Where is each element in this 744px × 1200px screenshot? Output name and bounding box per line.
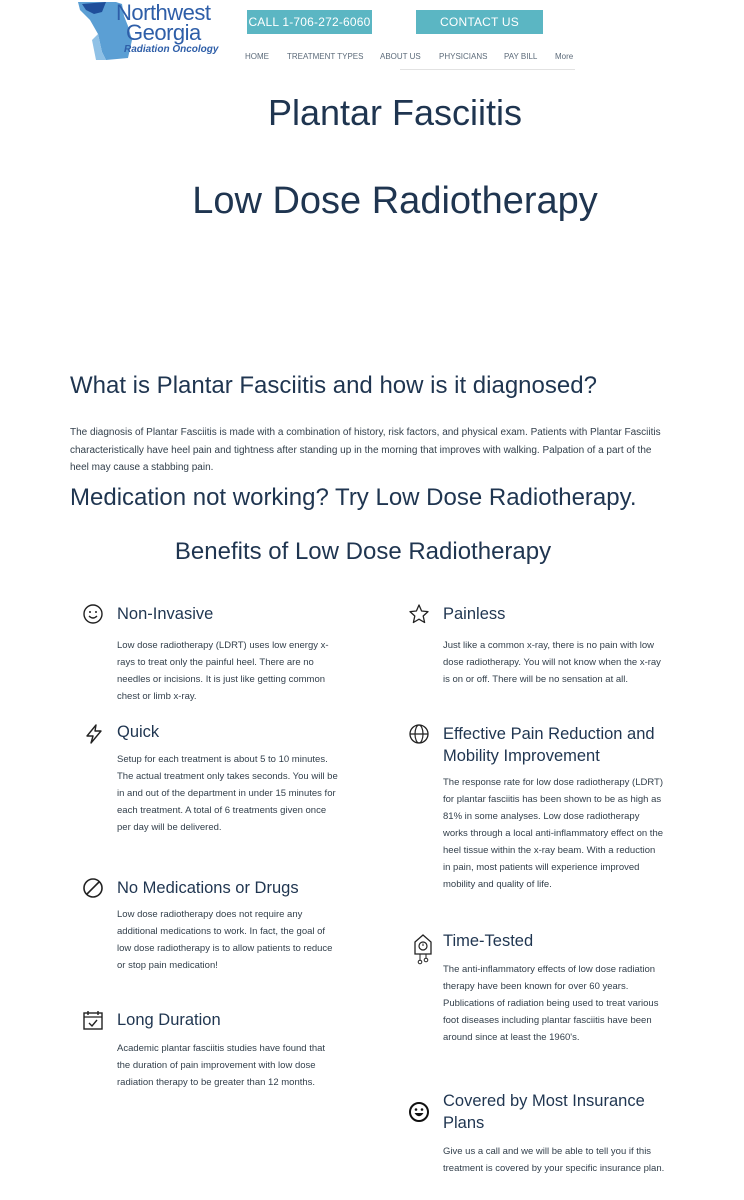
benefit-desc: Low dose radiotherapy does not require any additional medications to work. In fact, the goal of low dose radiotherapy is to allow patients to reduce or stop pain medication! (117, 909, 333, 971)
call-button[interactable]: CALL 1-706-272-6060 (247, 10, 372, 34)
benefit-title: Effective Pain Reduction and Mobility Improvement (443, 725, 655, 765)
contact-us-button[interactable]: CONTACT US (416, 10, 543, 34)
cuckoo-clock-icon (412, 932, 434, 966)
benefit-title: Painless (443, 605, 506, 623)
globe-icon (408, 723, 430, 745)
benefit-title: Non-Invasive (117, 605, 214, 623)
logo-line-1: Northwest (116, 0, 211, 25)
logo-line-2: Georgia (126, 20, 201, 45)
medication-heading: Medication not working? Try Low Dose Radiotherapy. (70, 484, 637, 511)
benefit-title: Time-Tested (443, 932, 534, 950)
benefit-title: Quick (117, 723, 160, 741)
benefit-title: Covered by Most Insurance Plans (443, 1092, 645, 1132)
smile-icon (82, 603, 104, 625)
nav-home[interactable]: HOME (245, 52, 269, 61)
benefit-desc: Just like a common x-ray, there is no pain with low dose radiotherapy. You will not know when the x-ray is on or off. There will be no sensation at all. (443, 640, 661, 685)
happy-face-icon (408, 1101, 430, 1123)
diagnosis-heading: What is Plantar Fasciitis and how is it diagnosed? (70, 372, 597, 399)
nav-more[interactable]: More (555, 52, 574, 61)
nav-divider (400, 69, 575, 70)
site-logo[interactable] (76, 0, 226, 64)
nav-pay-bill[interactable]: PAY BILL (504, 52, 538, 61)
benefit-desc: The response rate for low dose radiotherapy (LDRT) for plantar fasciitis has been shown to be as high as 81% in some analyses. Low dose radiotherapy works through a local anti-inflammatory effect on the heel tissue within the x-ray beam. With a reduction in pain, most patients will experience improved mobility and quality of life. (443, 777, 664, 890)
nav-physicians[interactable]: PHYSICIANS (439, 52, 488, 61)
diagnosis-text: The diagnosis of Plantar Fasciitis is made with a combination of history, risk factors, and physical exam. Patients with Plantar Fasciitis characteristically have heel pain and tightness after standing up in the morning that improves with walking. Palpation of a part of the heel may cause a stabbing pain. (70, 427, 661, 473)
benefit-desc: Give us a call and we will be able to tell you if this treatment is covered by your specific insurance plan. (443, 1146, 665, 1174)
benefit-desc: Low dose radiotherapy (LDRT) uses low energy x-rays to treat only the painful heel. There are no needles or incisions. It is just like getting common chest or limb x-ray. (117, 640, 329, 702)
benefit-desc: Setup for each treatment is about 5 to 10 minutes. The actual treatment only takes seconds. You will be in and out of the department in under 15 minutes for each treatment. A total of 6 treatments given once per day will be delivered. (117, 754, 338, 833)
lightning-icon (83, 723, 105, 745)
benefit-title: Long Duration (117, 1011, 221, 1029)
page-title: Plantar Fasciitis (267, 92, 523, 133)
logo-line-3: Radiation Oncology (124, 44, 219, 55)
benefit-desc: Academic plantar fasciitis studies have found that the duration of pain improvement with low dose radiation therapy to be greater than 12 months. (117, 1043, 326, 1088)
calendar-check-icon (82, 1009, 104, 1031)
benefits-heading: Benefits of Low Dose Radiotherapy (174, 538, 552, 565)
nav-about-us[interactable]: ABOUT US (380, 52, 421, 61)
nav-treatment-types[interactable]: TREATMENT TYPES (287, 52, 364, 61)
page-subtitle: Low Dose Radiotherapy (192, 180, 598, 222)
star-icon (408, 603, 430, 625)
benefit-title: No Medications or Drugs (117, 879, 299, 897)
benefit-desc: The anti-inflammatory effects of low dose radiation therapy have been known for over 60 years. Publications of radiation being used to treat various foot diseases including plantar fasciitis have been around since at least the 1960's. (443, 964, 659, 1043)
prohibited-icon (82, 877, 104, 899)
